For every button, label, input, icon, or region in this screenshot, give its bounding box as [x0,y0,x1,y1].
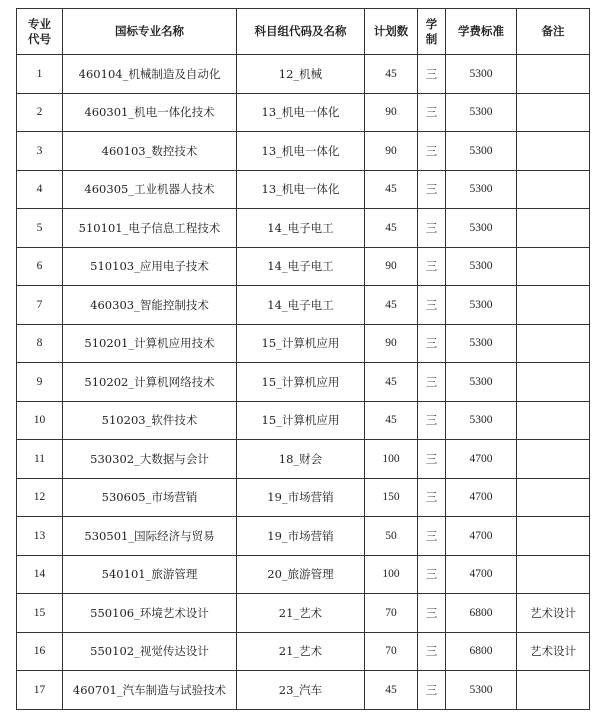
cell-major: 460701_汽车制造与试验技术 [63,671,237,710]
cell-fee: 4700 [446,478,517,517]
cell-fee: 5300 [446,55,517,94]
cell-major: 510101_电子信息工程技术 [63,209,237,248]
cell-years: 三 [418,247,446,286]
cell-code: 6 [17,247,63,286]
cell-major: 460301_机电一体化技术 [63,93,237,132]
cell-note [517,555,590,594]
cell-code: 16 [17,632,63,671]
cell-major: 510202_计算机网络技术 [63,363,237,402]
cell-subject: 20_旅游管理 [237,555,365,594]
cell-code: 12 [17,478,63,517]
cell-plan: 70 [365,594,418,633]
cell-major: 550102_视觉传达设计 [63,632,237,671]
cell-years: 三 [418,440,446,479]
cell-plan: 45 [365,671,418,710]
header-years: 学制 [418,9,446,55]
cell-subject: 19_市场营销 [237,478,365,517]
table-row [17,93,590,132]
cell-fee: 5300 [446,363,517,402]
cell-note [517,363,590,402]
cell-note [517,93,590,132]
cell-fee: 4700 [446,440,517,479]
cell-note [517,440,590,479]
cell-major: 540101_旅游管理 [63,555,237,594]
cell-plan: 90 [365,247,418,286]
cell-plan: 90 [365,324,418,363]
cell-plan: 45 [365,55,418,94]
cell-years: 三 [418,401,446,440]
cell-subject: 15_计算机应用 [237,401,365,440]
cell-years: 三 [418,671,446,710]
cell-code: 17 [17,671,63,710]
table-row [17,401,590,440]
cell-plan: 45 [365,401,418,440]
cell-subject: 21_艺术 [237,594,365,633]
cell-years: 三 [418,286,446,325]
cell-years: 三 [418,555,446,594]
header-plan: 计划数 [365,9,418,55]
table-row [17,671,590,710]
cell-fee: 5300 [446,286,517,325]
cell-plan: 45 [365,363,418,402]
cell-fee: 5300 [446,324,517,363]
cell-fee: 6800 [446,594,517,633]
cell-code: 9 [17,363,63,402]
cell-code: 7 [17,286,63,325]
cell-years: 三 [418,478,446,517]
cell-subject: 21_艺术 [237,632,365,671]
table-row [17,247,590,286]
table-row [17,363,590,402]
cell-years: 三 [418,93,446,132]
cell-plan: 90 [365,132,418,171]
cell-plan: 45 [365,209,418,248]
table-row [17,555,590,594]
cell-code: 11 [17,440,63,479]
cell-fee: 5300 [446,209,517,248]
cell-plan: 100 [365,555,418,594]
cell-code: 8 [17,324,63,363]
cell-years: 三 [418,324,446,363]
cell-fee: 5300 [446,170,517,209]
table-row [17,440,590,479]
cell-subject: 15_计算机应用 [237,363,365,402]
cell-subject: 13_机电一体化 [237,93,365,132]
cell-note [517,517,590,556]
cell-code: 13 [17,517,63,556]
cell-note [517,55,590,94]
cell-major: 530501_国际经济与贸易 [63,517,237,556]
cell-major: 530605_市场营销 [63,478,237,517]
cell-plan: 100 [365,440,418,479]
cell-fee: 6800 [446,632,517,671]
cell-subject: 14_电子电工 [237,209,365,248]
table-row [17,209,590,248]
header-fee: 学费标准 [446,9,517,55]
cell-code: 5 [17,209,63,248]
cell-major: 460104_机械制造及自动化 [63,55,237,94]
cell-major: 460103_数控技术 [63,132,237,171]
table-row [17,55,590,94]
table-row [17,324,590,363]
cell-note [517,286,590,325]
header-note: 备注 [517,9,590,55]
cell-code: 10 [17,401,63,440]
header-code: 专业代号 [17,9,63,55]
cell-subject: 14_电子电工 [237,286,365,325]
table-row [17,594,590,633]
cell-fee: 4700 [446,517,517,556]
cell-subject: 13_机电一体化 [237,170,365,209]
cell-years: 三 [418,132,446,171]
cell-code: 2 [17,93,63,132]
cell-fee: 5300 [446,401,517,440]
cell-fee: 5300 [446,132,517,171]
cell-subject: 18_财会 [237,440,365,479]
cell-plan: 70 [365,632,418,671]
cell-note: 艺术设计 [517,594,590,633]
cell-code: 4 [17,170,63,209]
cell-note: 艺术设计 [517,632,590,671]
cell-major: 510201_计算机应用技术 [63,324,237,363]
table-row [17,478,590,517]
cell-note [517,671,590,710]
cell-note [517,170,590,209]
table-row [17,517,590,556]
header-subject: 科目组代码及名称 [237,9,365,55]
cell-plan: 45 [365,170,418,209]
cell-major: 530302_大数据与会计 [63,440,237,479]
cell-years: 三 [418,594,446,633]
cell-note [517,478,590,517]
table-row [17,286,590,325]
cell-major: 460303_智能控制技术 [63,286,237,325]
cell-note [517,401,590,440]
cell-fee: 5300 [446,93,517,132]
cell-subject: 19_市场营销 [237,517,365,556]
cell-plan: 90 [365,93,418,132]
cell-code: 1 [17,55,63,94]
cell-major: 460305_工业机器人技术 [63,170,237,209]
table-row [17,632,590,671]
cell-subject: 15_计算机应用 [237,324,365,363]
cell-fee: 5300 [446,247,517,286]
cell-major: 510203_软件技术 [63,401,237,440]
cell-subject: 23_汽车 [237,671,365,710]
enrollment-plan-table [16,8,590,710]
cell-years: 三 [418,55,446,94]
table-row [17,170,590,209]
cell-code: 14 [17,555,63,594]
header-major: 国标专业名称 [63,9,237,55]
cell-years: 三 [418,632,446,671]
cell-fee: 4700 [446,555,517,594]
cell-subject: 13_机电一体化 [237,132,365,171]
cell-code: 15 [17,594,63,633]
cell-plan: 45 [365,286,418,325]
cell-major: 510103_应用电子技术 [63,247,237,286]
cell-years: 三 [418,170,446,209]
cell-subject: 14_电子电工 [237,247,365,286]
table-body [17,55,590,710]
cell-note [517,324,590,363]
cell-note [517,209,590,248]
cell-note [517,247,590,286]
table-header-row [17,9,590,55]
cell-plan: 50 [365,517,418,556]
cell-plan: 150 [365,478,418,517]
cell-years: 三 [418,363,446,402]
cell-years: 三 [418,209,446,248]
cell-major: 550106_环境艺术设计 [63,594,237,633]
cell-code: 3 [17,132,63,171]
cell-subject: 12_机械 [237,55,365,94]
cell-fee: 5300 [446,671,517,710]
cell-note [517,132,590,171]
cell-years: 三 [418,517,446,556]
table-row [17,132,590,171]
